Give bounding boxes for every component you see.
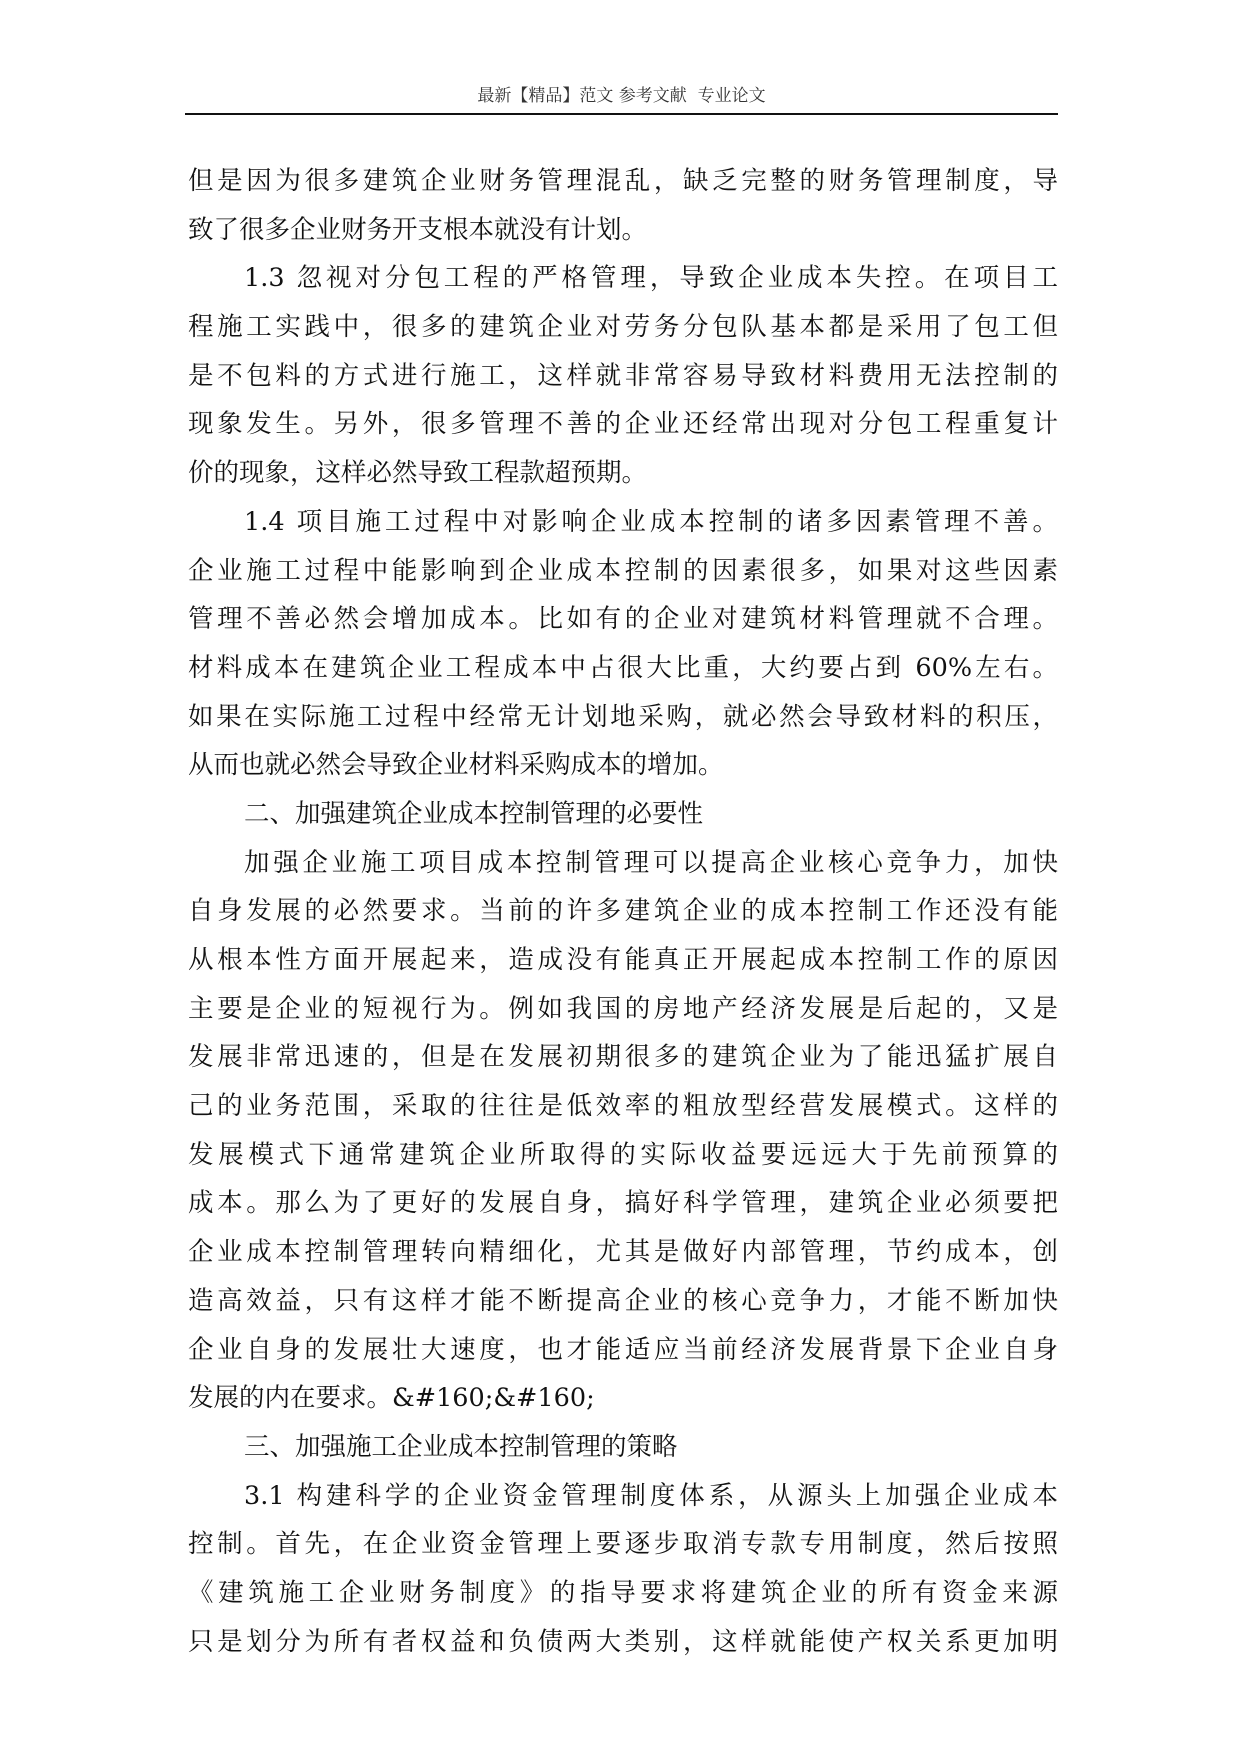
- text-line: 发展非常迅速的，但是在发展初期很多的建筑企业为了能迅猛扩展自: [188, 1042, 1058, 1073]
- text-line: 是不包料的方式进行施工，这样就非常容易导致材料费用无法控制的: [188, 360, 1058, 391]
- header-divider: [185, 113, 1058, 115]
- text-line: 企业成本控制管理转向精细化，尤其是做好内部管理，节约成本，创: [188, 1237, 1058, 1268]
- text-line: 自身发展的必然要求。当前的许多建筑企业的成本控制工作还没有能: [188, 896, 1058, 927]
- text-line: 加强企业施工项目成本控制管理可以提高企业核心竞争力，加快: [244, 847, 1058, 878]
- text-line: 材料成本在建筑企业工程成本中占很大比重，大约要占到 60%左右。: [188, 652, 1058, 683]
- body-text: [188, 157, 1058, 1666]
- text-line: 控制。首先，在企业资金管理上要逐步取消专款专用制度，然后按照: [188, 1529, 1058, 1560]
- text-line: 致了很多企业财务开支根本就没有计划。: [188, 214, 648, 245]
- text-line: 企业施工过程中能影响到企业成本控制的因素很多，如果对这些因素: [188, 555, 1058, 586]
- text-line: 3.1 构建科学的企业资金管理制度体系，从源头上加强企业成本: [244, 1480, 1058, 1511]
- text-line: 但是因为很多建筑企业财务管理混乱，缺乏完整的财务管理制度，导: [188, 166, 1058, 196]
- text-line: 1.4 项目施工过程中对影响企业成本控制的诸多因素管理不善。: [244, 506, 1058, 537]
- text-line: 主要是企业的短视行为。例如我国的房地产经济发展是后起的，又是: [188, 993, 1058, 1024]
- text-line: 发展模式下通常建筑企业所取得的实际收益要远远大于先前预算的: [188, 1139, 1058, 1170]
- text-line: 1.3 忽视对分包工程的严格管理，导致企业成本失控。在项目工: [244, 263, 1058, 294]
- text-line: 造高效益，只有这样才能不断提高企业的核心竞争力，才能不断加快: [188, 1285, 1058, 1316]
- text-line: 管理不善必然会增加成本。比如有的企业对建筑材料管理就不合理。: [188, 604, 1058, 635]
- text-line: 成本。那么为了更好的发展自身，搞好科学管理，建筑企业必须要把: [188, 1188, 1058, 1219]
- text-line: 如果在实际施工过程中经常无计划地采购，就必然会导致材料的积压，: [188, 701, 1058, 732]
- text-line: 从根本性方面开展起来，造成没有能真正开展起成本控制工作的原因: [188, 945, 1058, 975]
- text-line: 程施工实践中，很多的建筑企业对劳务分包队基本都是采用了包工但: [188, 312, 1058, 343]
- text-line: 只是划分为所有者权益和负债两大类别，这样就能使产权关系更加明: [188, 1626, 1058, 1657]
- text-line: 企业自身的发展壮大速度，也才能适应当前经济发展背景下企业自身: [188, 1334, 1058, 1365]
- text-line: 三、加强施工企业成本控制管理的策略: [244, 1431, 678, 1462]
- text-line: 价的现象，这样必然导致工程款超预期。: [188, 458, 648, 489]
- text-line: 现象发生。另外，很多管理不善的企业还经常出现对分包工程重复计: [188, 409, 1058, 440]
- page-header: 最新【精品】范文 参考文献 专业论文: [477, 86, 766, 106]
- text-line: 从而也就必然会导致企业材料采购成本的增加。: [188, 750, 724, 781]
- text-line: 二、加强建筑企业成本控制管理的必要性: [244, 798, 704, 829]
- text-line: 己的业务范围，采取的往往是低效率的粗放型经营发展模式。这样的: [188, 1091, 1058, 1122]
- text-line: 《建筑施工企业财务制度》的指导要求将建筑企业的所有资金来源: [188, 1577, 1058, 1608]
- text-line: 发展的内在要求。&#160;&#160;: [188, 1383, 595, 1414]
